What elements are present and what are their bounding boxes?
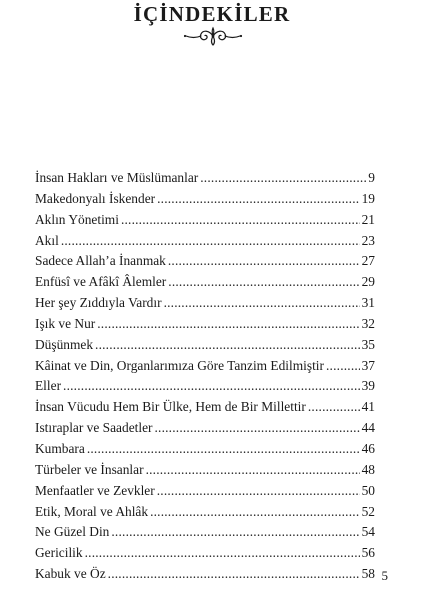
toc-entry-page: 27 (361, 253, 375, 269)
toc-entry (35, 543, 375, 564)
dot-leader (87, 439, 360, 460)
scroll-flourish-icon (182, 25, 244, 47)
toc-entry (35, 231, 375, 252)
toc-entry-page: 21 (361, 211, 375, 227)
dot-leader (326, 356, 360, 377)
toc-entry-title: Menfaatler ve Zevkler (35, 482, 155, 498)
dot-leader (97, 314, 359, 335)
toc-entry-page: 23 (361, 232, 375, 248)
toc-entry-page: 32 (361, 315, 375, 331)
toc-entry-title: Düşünmek (35, 336, 94, 352)
toc-entry-title: Türbeler ve İnsanlar (35, 461, 144, 477)
toc-entry (35, 502, 375, 523)
toc-entry-title: Enfüsî ve Afâkî Âlemler (35, 274, 167, 290)
toc-entry-page: 52 (361, 503, 375, 519)
toc-entry-page: 37 (361, 357, 375, 373)
toc-entry-title: Işık ve Nur (35, 315, 96, 331)
toc-entry-title: Aklın Yönetimi (35, 211, 119, 227)
dot-leader (111, 522, 359, 543)
toc-entry (35, 564, 375, 585)
toc-entry (35, 314, 375, 335)
toc-entry (35, 189, 375, 210)
toc-entry (35, 522, 375, 543)
toc-entry-page: 9 (368, 170, 375, 185)
toc-entry-page: 31 (361, 295, 375, 311)
toc-entry (35, 356, 375, 377)
toc-entry-page: 58 (361, 566, 375, 582)
toc-entry (35, 293, 375, 314)
dot-leader (85, 543, 360, 564)
toc-entry-title: Kabuk ve Öz (35, 566, 106, 582)
toc-entry-title: Sadece Allah’a İnanmak (35, 253, 166, 269)
toc-entry-title: Kâinat ve Din, Organlarımıza Göre Tanzim Edilmiştir (35, 357, 324, 373)
toc-entry-page: 46 (361, 440, 375, 456)
dot-leader (308, 397, 360, 418)
toc-entry-page: 56 (361, 545, 375, 561)
toc-entry (35, 460, 375, 481)
dot-leader (154, 418, 359, 439)
dot-leader (61, 231, 360, 252)
dot-leader (164, 293, 360, 314)
toc-entry-title: Her şey Zıddıyla Vardır (35, 295, 162, 311)
toc-entry-page: 19 (361, 190, 375, 206)
toc-entry-title: İnsan Vücudu Hem Bir Ülke, Hem de Bir Millettir (35, 399, 306, 415)
toc-entry (35, 272, 375, 293)
toc-entry-title: Makedonyalı İskender (35, 190, 156, 206)
dot-leader (63, 376, 360, 397)
toc-entry-title: Ne Güzel Din (35, 524, 110, 540)
toc-entry-page: 54 (361, 524, 375, 540)
toc-entry-page: 29 (361, 274, 375, 290)
page-number: 5 (381, 568, 388, 583)
toc-entry-title: Akıl (35, 232, 59, 248)
toc-entry-page: 39 (361, 378, 375, 394)
toc-entry (35, 397, 375, 418)
dot-leader (200, 168, 366, 189)
toc-entry (35, 251, 375, 272)
toc-entry (35, 376, 375, 397)
toc-entry-title: Gericilik (35, 545, 83, 561)
toc-entry-page: 44 (361, 420, 375, 436)
toc-entry-page: 48 (361, 461, 375, 477)
toc-entry (35, 335, 375, 356)
dot-leader (168, 272, 359, 293)
toc-entry-page: 50 (361, 482, 375, 498)
toc-entry-title: Etik, Moral ve Ahlâk (35, 503, 149, 519)
toc-entry (35, 439, 375, 460)
toc-entry-title: Eller (35, 378, 62, 394)
toc-entry-title: Istıraplar ve Saadetler (35, 420, 153, 436)
dot-leader (150, 502, 360, 523)
toc-entry-title: Kumbara (35, 440, 85, 456)
toc-entry (35, 481, 375, 502)
toc-entry (35, 418, 375, 439)
toc-entry-title: İnsan Hakları ve Müslümanlar (35, 170, 199, 185)
dot-leader (168, 251, 360, 272)
dot-leader (157, 189, 360, 210)
toc-heading: İÇİNDEKİLER (133, 2, 291, 26)
toc-entry-page: 41 (361, 399, 375, 415)
dot-leader (121, 210, 360, 231)
dot-leader (95, 335, 360, 356)
dot-leader (157, 481, 360, 502)
table-of-contents (35, 168, 375, 585)
toc-entry-page: 35 (361, 336, 375, 352)
dot-leader (146, 460, 360, 481)
toc-entry (35, 168, 375, 189)
toc-entry (35, 210, 375, 231)
dot-leader (108, 564, 360, 585)
